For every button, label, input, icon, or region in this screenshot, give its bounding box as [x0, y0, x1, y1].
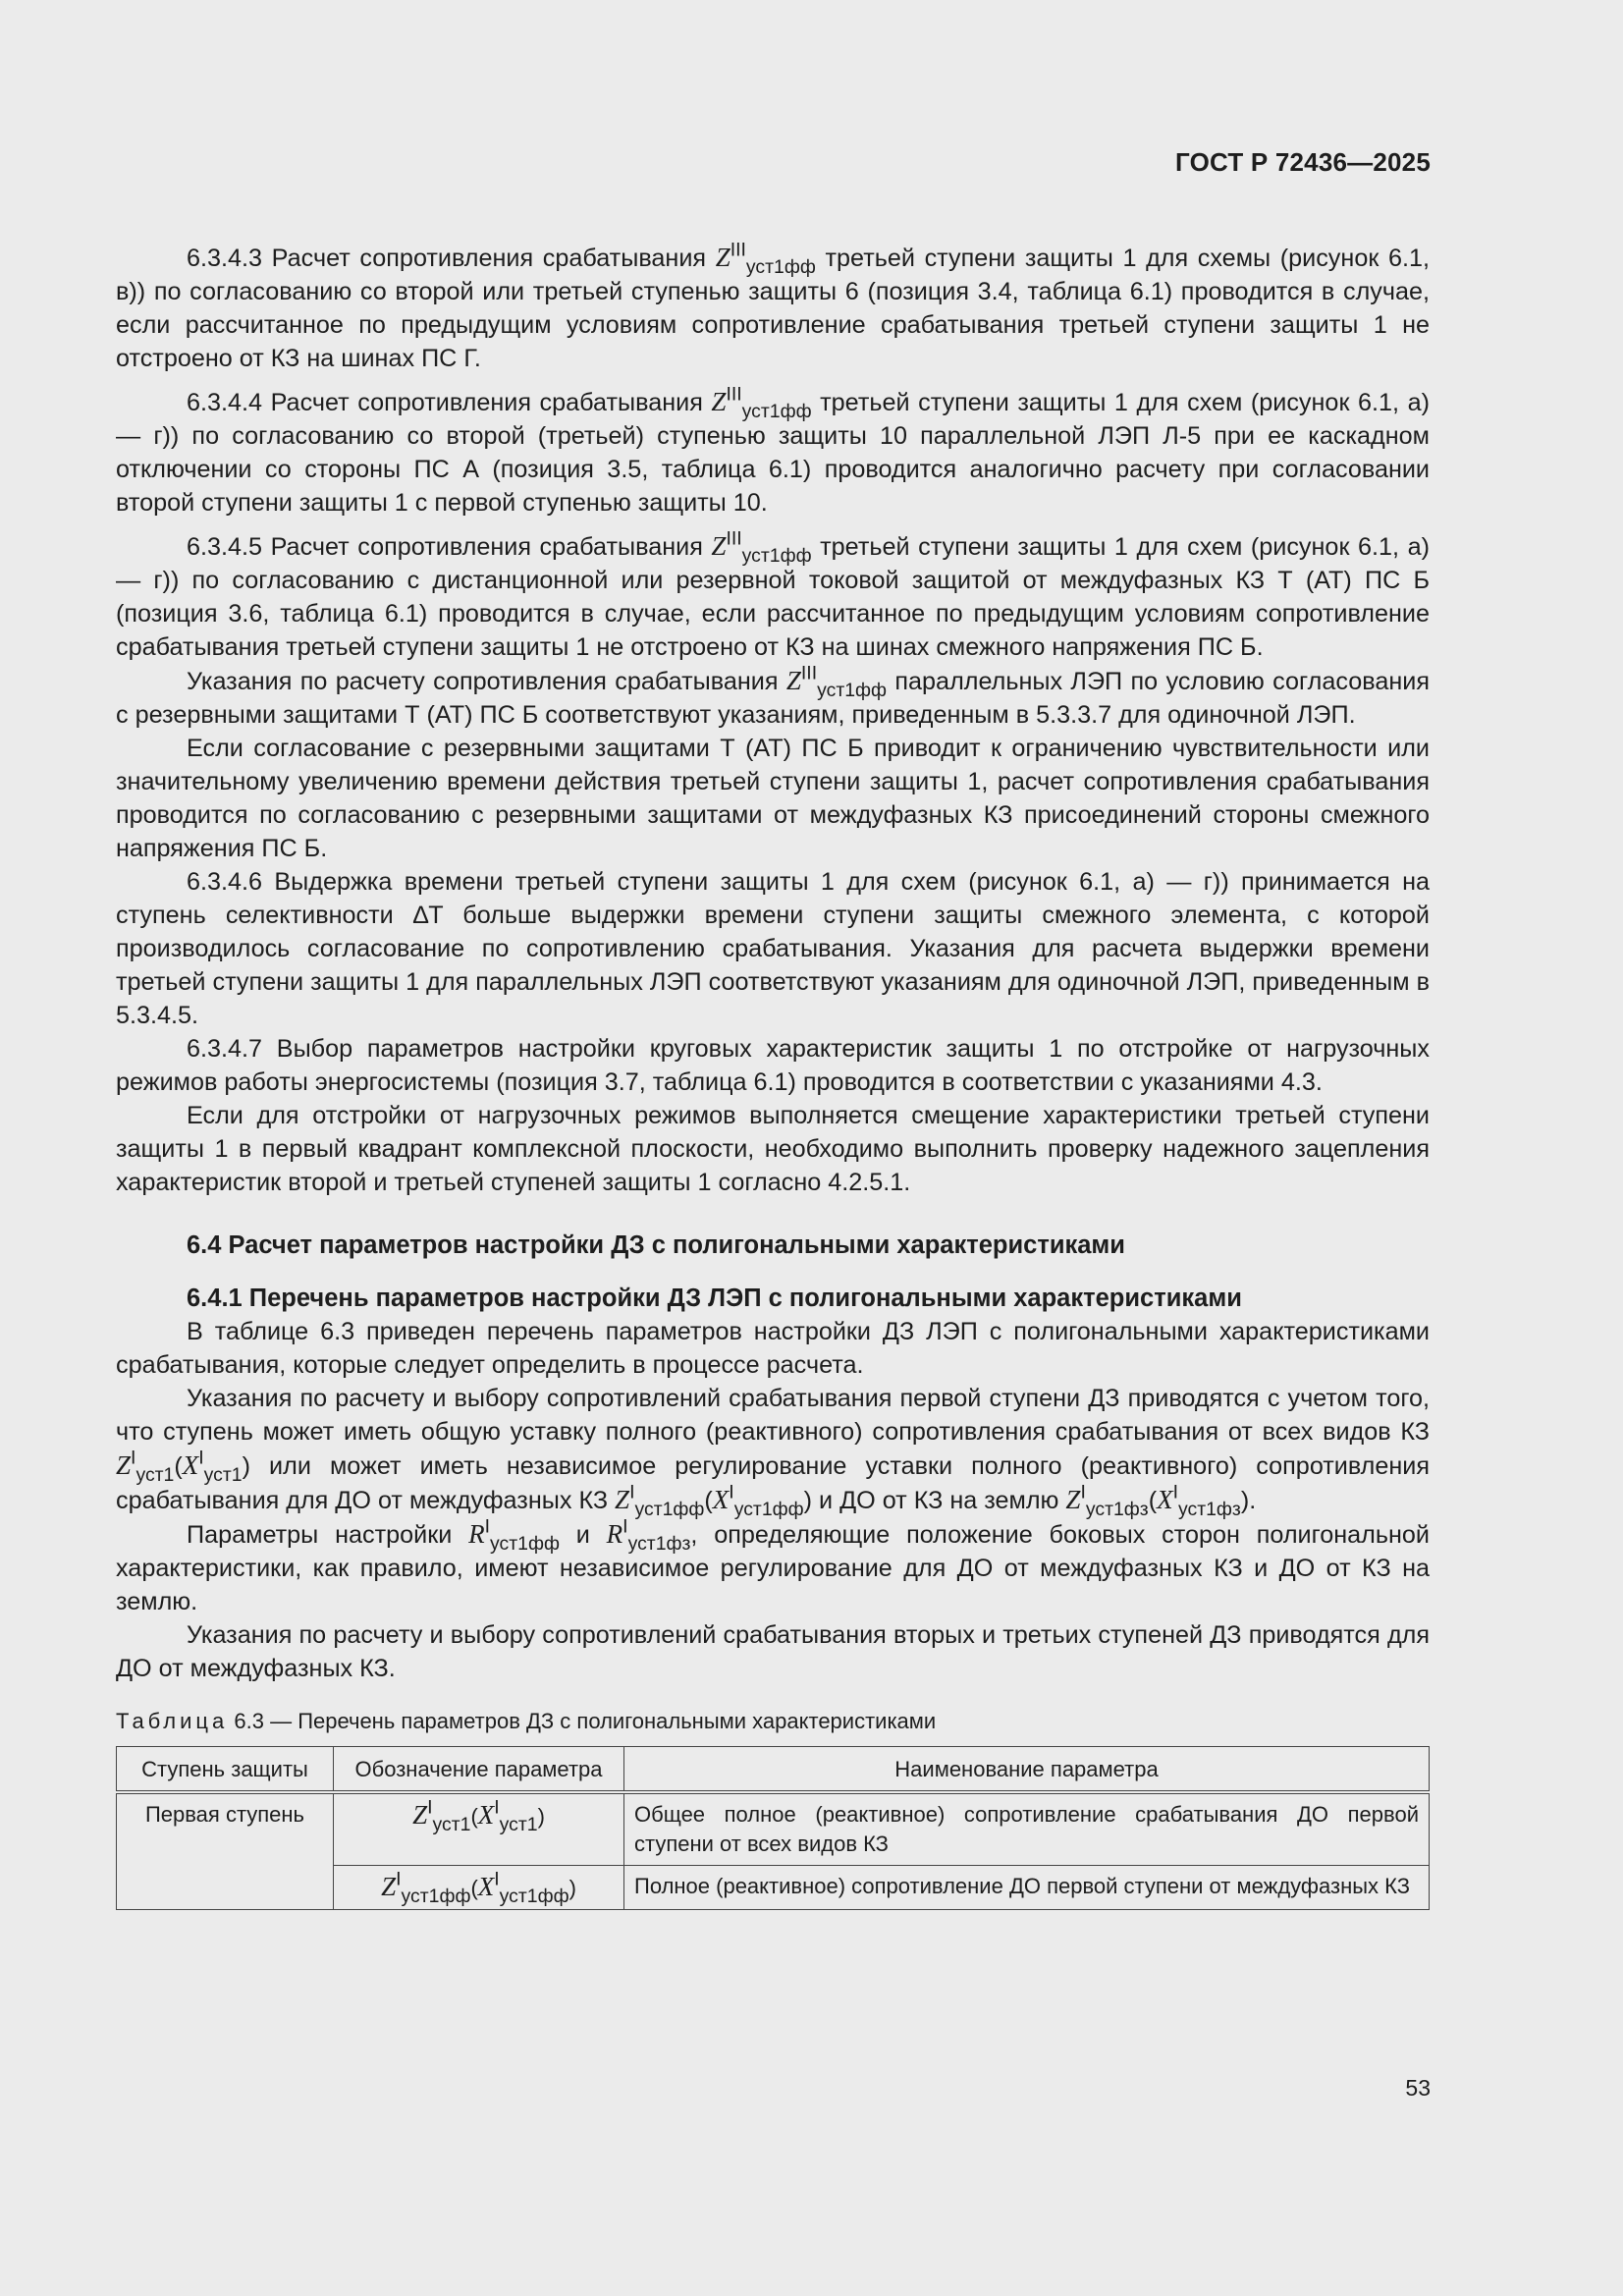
cell-description: Полное (реактивное) сопротивление ДО первой ступени от междуфазных КЗ	[624, 1866, 1430, 1910]
paragraph-esli-soglasovanie: Если согласование с резервными защитами Т (АТ) ПС Б приводит к ограничению чувствительности или значительному увеличению времени действия третьей ступени защиты 1, расчет сопротивления срабатывания проводится по согласованию с резервными защитами от междуфазных КЗ присоединений стороны смежного напряжения ПС Б.	[116, 735, 1430, 862]
formula-r-i-ust1ff: $R^I_{уст1фф}$	[468, 1515, 560, 1555]
paragraph-6-3-4-5: 6.3.4.5 Расчет сопротивления срабатывания $Z^{III}_{уст1фф}$ третьей ступени защиты 1 для схем (рисунок 6.1, а) — г)) по согласованию с дистанционной или резервной токовой защитой от междуфазных КЗ Т (АТ) ПС Б (позиция 3.6, таблица 6.1) проводится в случае, если рассчитанное по предыдущим условиям сопротивление срабатывания третьей ступени защиты 1 не отстроено от КЗ на шинах смежного напряжения ПС Б.	[116, 527, 1431, 661]
paragraph-6-3-4-7: 6.3.4.7 Выбор параметров настройки круговых характеристик защиты 1 по отстройке от нагрузочных режимов работы энергосистемы (позиция 3.7, таблица 6.1) проводится в соответствии с указаниями 4.3.	[116, 1035, 1430, 1096]
formula-z-iii-ust1ff: $Z^{III}_{уст1фф}$	[711, 527, 812, 567]
formula-z-i-ust1: $Z^I_{уст1}$	[116, 1447, 175, 1486]
formula-z-iii-ust1ff: $Z^{III}_{уст1фф}$	[785, 662, 888, 701]
section-heading-6-4-1: 6.4.1 Перечень параметров настройки ДЗ ЛЭП с полигональными характеристиками	[187, 1285, 1242, 1312]
formula-z-i-ust1ff: $Z^I_{уст1фф}$	[615, 1481, 705, 1520]
paragraph-v-tablice: В таблице 6.3 приведен перечень параметров настройки ДЗ ЛЭП с полигональными характеристиками срабатывания, которые следует определить в процессе расчета.	[116, 1318, 1430, 1379]
formula-z-iii-ust1ff: $Z^{III}_{уст1фф}$	[715, 239, 816, 278]
paragraph-ukazaniya-vtoryh: Указания по расчету и выбору сопротивлений срабатывания вторых и третьих ступеней ДЗ приводятся для ДО от междуфазных КЗ.	[116, 1621, 1430, 1682]
cell-designation: $Z^I_{уст1}(X^I_{уст1})$	[334, 1792, 624, 1866]
cell-description: Общее полное (реактивное) сопротивление срабатывания ДО первой ступени от всех видов КЗ	[624, 1792, 1430, 1866]
column-header-stage: Ступень защиты	[117, 1747, 334, 1793]
formula-z-i-ust1fz: $Z^I_{уст1фз}$	[1065, 1481, 1149, 1520]
cell-stage: Первая ступень	[117, 1792, 334, 1910]
section-heading-6-4: 6.4 Расчет параметров настройки ДЗ с полигональными характеристиками	[187, 1231, 1125, 1259]
formula-x-i-ust1ff: $X^I_{уст1фф}$	[712, 1481, 804, 1520]
paragraph-esli-otstroyka: Если для отстройки от нагрузочных режимов выполняется смещение характеристики третьей ступени защиты 1 в первый квадрант комплексной плоскости, необходимо выполнить проверку надежного зацепления характеристик второй и третьей ступеней защиты 1 согласно 4.2.5.1.	[116, 1102, 1430, 1196]
column-header-name: Наименование параметра	[624, 1747, 1430, 1793]
paragraph-ukazaniya-pervoy: Указания по расчету и выбору сопротивлений срабатывания первой ступени ДЗ приводятся с учетом того, что ступень может иметь общую уставку полного (реактивного) сопротивления срабатывания от всех видов КЗ $Z^I_{уст1}(X^I_{уст1})$ или может иметь независимое регулирование уставки полного (реактивного) сопротивления срабатывания для ДО от междуфазных КЗ $Z^I_{уст1фф}(X^I_{уст1фф})$ и ДО от КЗ на землю $Z^I_{уст1фз}(X^I_{уст1фз})$.	[116, 1385, 1430, 1520]
formula-r-i-ust1fz: $R^I_{уст1фз}$	[606, 1515, 691, 1555]
column-header-designation: Обозначение параметра	[334, 1747, 624, 1793]
cell-designation: $Z^I_{уст1фф}(X^I_{уст1фф})$	[334, 1866, 624, 1910]
paragraph-ukazaniya: Указания по расчету сопротивления срабатывания $Z^{III}_{уст1фф}$ параллельных ЛЭП по условию согласования с резервными защитами Т (АТ) ПС Б соответствуют указаниям, приведенным в 5.3.3.7 для одиночной ЛЭП.	[116, 662, 1430, 729]
table-row	[117, 1792, 1430, 1866]
formula-x-i-ust1: $X^I_{уст1}$	[182, 1447, 243, 1486]
paragraph-parametry: Параметры настройки $R^I_{уст1фф}$ и $R^I_{уст1фз}$, определяющие положение боковых сторон полигональной характеристики, как правило, имеют независимое регулирование для ДО от междуфазных КЗ и ДО от КЗ на землю.	[116, 1515, 1430, 1615]
formula-z-iii-ust1ff: $Z^{III}_{уст1фф}$	[711, 383, 812, 422]
table-caption: Таблица 6.3 — Перечень параметров ДЗ с полигональными характеристиками	[116, 1709, 937, 1733]
document-header: ГОСТ Р 72436—2025	[1175, 147, 1431, 177]
paragraph-6-3-4-6: 6.3.4.6 Выдержка времени третьей ступени защиты 1 для схем (рисунок 6.1, а) — г)) принимается на ступень селективности ∆T больше выдержки времени ступени защиты смежного элемента, с которой производилось согласование по сопротивлению срабатывания. Указания для расчета выдержки времени третьей ступени защиты 1 для параллельных ЛЭП соответствуют указаниям для одиночной ЛЭП, приведенным в 5.3.4.5.	[116, 868, 1430, 1029]
paragraph-6-3-4-4: 6.3.4.4 Расчет сопротивления срабатывания $Z^{III}_{уст1фф}$ третьей ступени защиты 1 для схем (рисунок 6.1, а) — г)) по согласованию со второй (третьей) ступенью защиты 10 параллельной ЛЭП Л-5 при ее каскадном отключении со стороны ПС А (позиция 3.5, таблица 6.1) проводится аналогично расчету при согласовании второй ступени защиты 1 с первой ступенью защиты 10.	[116, 383, 1431, 517]
page-number: 53	[1405, 2075, 1431, 2101]
parameters-table	[116, 1746, 1430, 1910]
paragraph-6-3-4-3: 6.3.4.3 Расчет сопротивления срабатывания $Z^{III}_{уст1фф}$ третьей ступени защиты 1 для схемы (рисунок 6.1, в)) по согласованию со второй или третьей ступенью защиты 6 (позиция 3.4, таблица 6.1) проводится в случае, если рассчитанное по предыдущим условиям сопротивление срабатывания третьей ступени защиты 1 не отстроено от КЗ на шинах ПС Г.	[116, 239, 1430, 372]
document-body	[116, 241, 1430, 1910]
formula-x-i-ust1fz: $X^I_{уст1фз}$	[1157, 1481, 1241, 1520]
table-header-row	[117, 1747, 1430, 1793]
